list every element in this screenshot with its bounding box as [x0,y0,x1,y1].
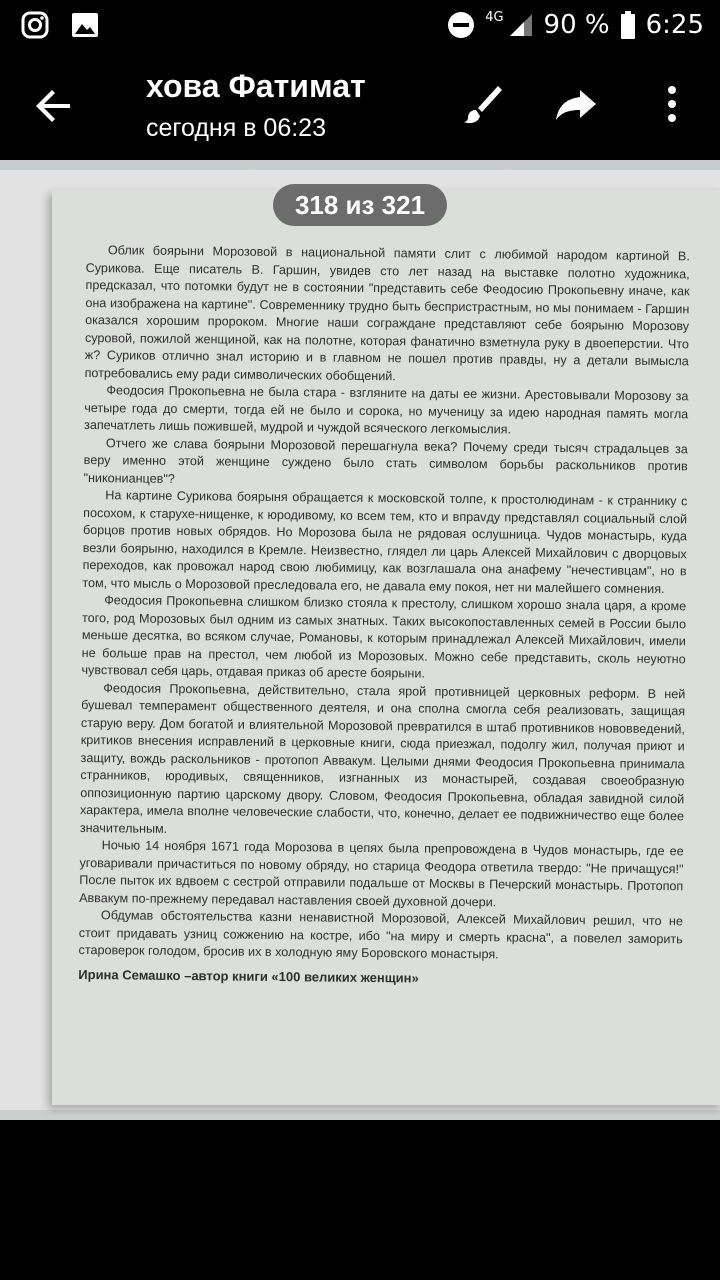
paragraph: Обдумав обстоятельства казни ненавистной Морозовой, Алексей Михайлович решил, что не стоит придавать узниц сожжению на костре, ибо "на миру и смерть красна", а повелел заморить староверок голодом, бросив их в холодную яму Боровского монастыря. [78,908,683,962]
bottom-area [0,1120,720,1280]
status-bar [0,0,720,50]
instagram-icon [20,10,50,40]
image-counter: 318 из 321 [273,184,447,226]
image-icon [70,10,100,40]
app-bar [0,50,720,160]
paragraph: На картине Сурикова боярыня обращается к московской толпе, к простолюдинам - к страннику с посохом, к старухе-нищенке, к юродивому, ко всем тем, кто и впрavду представлял социальный слой борцов против новых обрядов. Но Морозова была не рядовая ослушница. Чудов монастырь, куда везли боярыню, находился в Кремле. Неизвестно, глядел ли царь Алексей Михайлович с дворцовых переходов, как провожал народ свою любимицу, как возглашала она анафему "нечестивцам", но в том, что мысль о Морозовой преследовала его, не давала ему покоя, нет ни малейшего сомнения. [82,488,688,596]
signal-icon [508,12,534,38]
signature: Ирина Семашко –автор книги «100 великих женщин» [78,966,419,986]
do-not-disturb-icon [447,11,475,39]
back-arrow-icon[interactable] [30,82,78,130]
paragraph: Отчего же слава боярыни Морозовой перешагнула века? Почему среди тысяч страдальцев за веру именно этой женщине суждено было стать символом борьбы раскольников против "никонианцев"? [83,435,688,486]
document-text [78,242,690,989]
timestamp: сегодня в 06:23 [146,114,326,142]
battery-icon [620,11,636,39]
paragraph: Ночью 14 ноября 1671 года Морозова в цепях была препровождена в Чудов монастырь, где ее уговаривали причаститься по новому обряду, но старица Феодора ответила твердо: "Не причащуся!" После пыток их вдвоем с сестрой отправили подальше от Москвы в Печерский монастырь. Протопоп Аввакум по-прежнему передавал наставления своей духовной дочери. [79,838,684,909]
conversation-title: хова Фатимат [146,68,366,104]
paragraph: Облик боярыни Морозовой в национальной памяти слит с любимой народом картиной В. Сурикова. Еще писатель В. Гаршин, увидев сто лет назад на выставке полотно художника, предсказал, что потомки будут не в состоянии "представить себе Феодосию Прокопьевну иначе, как она изображена на картине". Современнику трудно быть беспристрастным, но мы понимаем - Гаршин оказался хорошим пророком. Многие наши сограждане представляют себе боярыню Морозову суровой, пожилой женщиной, как на полотне, которая фанатично взметнула руку в двоеперстии. Что ж? Суриков отлично знал историю и в главном не пошел против правды, ну а детали вымысла потребовались ему ради символических обобщений. [84,243,690,383]
battery-percent: 90 % [543,10,610,40]
share-icon[interactable] [552,80,600,128]
paragraph: Феодосия Прокопьевна не была стара - взгляните на даты ее жизни. Арестовывали Морозову за четыре года до смерти, тогда ей не было и сорока, но мученицу за идею народная память могла запечатлеть лишь пожившей, мудрой и чуждой всяческого легкомыслия. [84,383,689,437]
paragraph: Феодосия Прокопьевна, действительно, стала ярой противницей церковных реформ. В ней бушевал темперамент общественного деятеля, и она сполна смогла себя реализовать, защищая старую веру. Дом богатой и влиятельной Морозовой превратился в штаб противников нововведений, критиков внесения исправлений в церковные книги, сюда приезжал, подолгу жил, получая приют и защиту, вождь раскольников - протопоп Аввакум. Целыми днями Феодосия Прокопьевна принимала странников, юродивых, священников, изгнанных из монастырей, создавая своеобразную оппозиционную партию царскому двору. Словом, Феодосия Прокопьевна, обладая завидной силой характера, имела вполне человеческие слабости, что, конечно, делает ее подвижничество еще более значительным. [79,680,686,836]
paragraph: Феодосия Прокопьевна слишком близко стояла к престолу, слишком хорошо знала царя, а кроме того, род Морозовых был одним из самых знатных. Таких высокопоставленных семей в России было меньше десятка, во всяком случае, Романовы, к которым принадлежал Алексей Михайлович, имели не больше прав на престол, чем любой из Морозовых. Можно себе представить, сколь неуютно чувствовал себя царь, отдавая приказ об аресте боярыни. [81,593,687,681]
clock: 6:25 [645,10,704,40]
brush-icon[interactable] [458,80,506,128]
more-vert-icon[interactable] [648,80,696,128]
network-type: 4G [485,9,504,25]
